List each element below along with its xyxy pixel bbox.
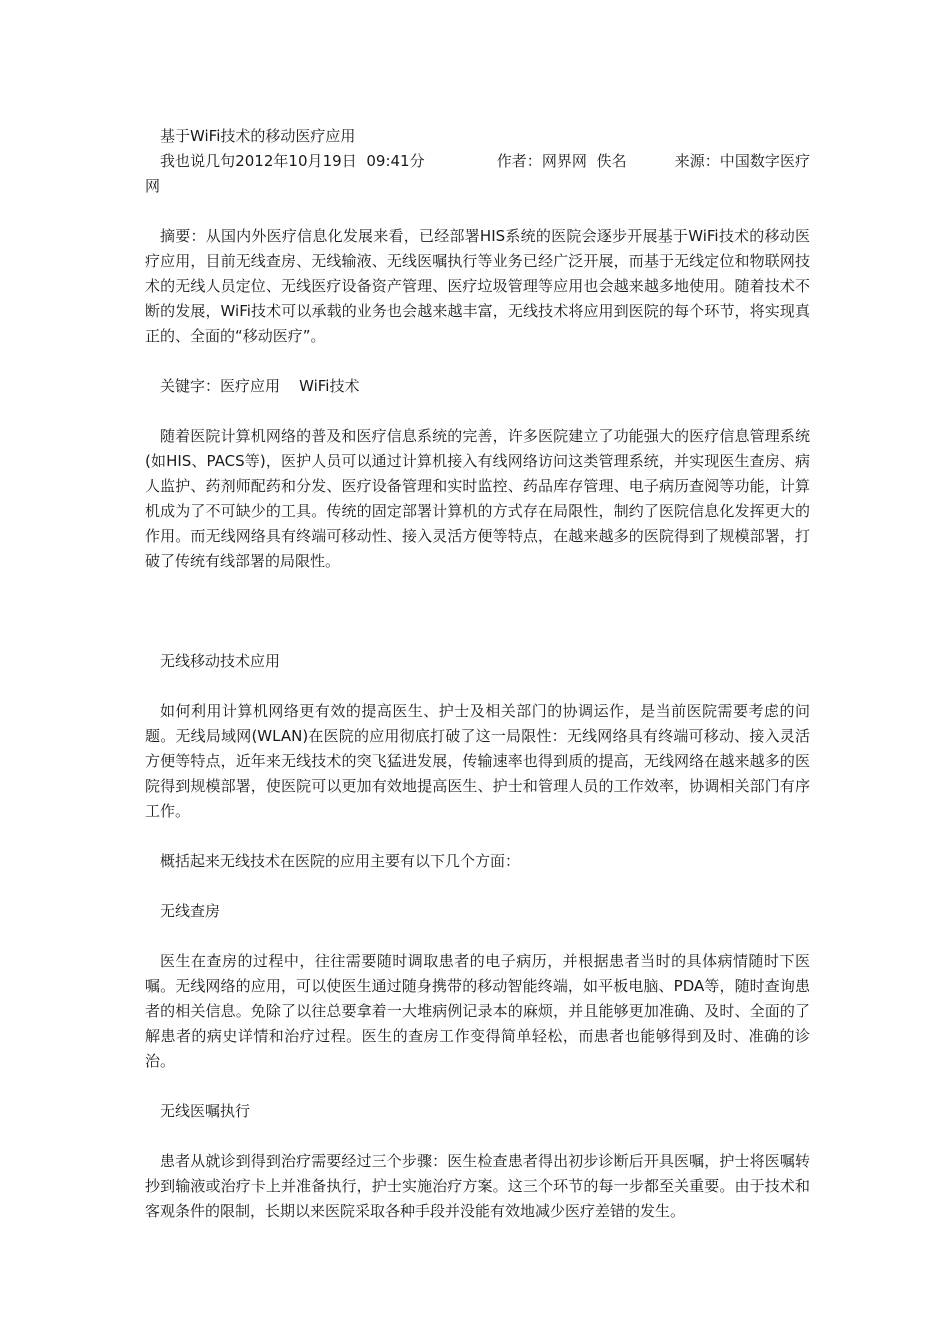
meta-source: 来源：中国数字医疗网 [145,152,810,195]
intro-paragraph: 随着医院计算机网络的普及和医疗信息系统的完善，许多医院建立了功能强大的医疗信息管理系统(如HIS、PACS等)，医护人员可以通过计算机接入有线网络访问这类管理系统，并实现医生查房、病人监护、药剂师配药和分发、医疗设备管理和实时监控、药品库存管理、电子病历查阅等功能，计算机成为了不可缺少的工具。传统的固定部署计算机的方式存在局限性，制约了医院信息化发挥更大的作用。而无线网络具有终端可移动性、接入灵活方便等特点，在越来越多的医院得到了规模部署，打破了传统有线部署的局限性。 [145,427,810,570]
article-title: 基于WiFi技术的移动医疗应用 [160,127,356,145]
subsection-heading-rounds: 无线查房 [160,902,221,920]
abstract-paragraph: 摘要：从国内外医疗信息化发展来看，已经部署HIS系统的医院会逐步开展基于WiFi技术的移动医疗应用，目前无线查房、无线输液、无线医嘱执行等业务已经广泛开展，而基于无线定位和物联网技术的无线人员定位、无线医疗设备资产管理、医疗垃圾管理等应用也会越来越多地使用。随着技术不断的发展，WiFi技术可以承载的业务也会越来越丰富，无线技术将应用到医院的每个环节，将实现真正的、全面的“移动医疗”。 [145,227,810,345]
meta-prefix: 我也说几句 [160,152,236,170]
meta-author: 作者：网界网 佚名 [496,152,627,170]
subsection-paragraph-orders: 患者从就诊到得到治疗需要经过三个步骤：医生检查患者得出初步诊断后开具医嘱，护士将医嘱转抄到输液或治疗卡上并准备执行，护士实施治疗方案。这三个环节的每一步都至关重要。由于技术和客观条件的限制，长期以来医院采取各种手段并没能有效地减少医疗差错的发生。 [145,1152,810,1220]
section-paragraph-1: 如何利用计算机网络更有效的提高医生、护士及相关部门的协调运作，是当前医院需要考虑的问题。无线局域网(WLAN)在医院的应用彻底打破了这一局限性：无线网络具有终端可移动、接入灵活方便等特点，近年来无线技术的突飞猛进发展，传输速率也得到质的提高，无线网络在越来越多的医院得到规模部署，使医院可以更加有效地提高医生、护士和管理人员的工作效率，协调相关部门有序工作。 [145,702,810,820]
document-page [145,124,810,1224]
subsection-paragraph-rounds: 医生在查房的过程中，往往需要随时调取患者的电子病历，并根据患者当时的具体病情随时下医嘱。无线网络的应用，可以使医生通过随身携带的移动智能终端，如平板电脑、PDA等，随时查询患者的相关信息。免除了以往总要拿着一大堆病例记录本的麻烦，并且能够更加准确、及时、全面的了解患者的病史详情和治疗过程。医生的查房工作变得简单轻松，而患者也能够得到及时、准确的诊治。 [145,952,810,1070]
meta-datetime: 2012年10月19日 09:41分 [235,152,425,170]
section-heading: 无线移动技术应用 [160,652,281,670]
article-meta [145,149,810,199]
section-paragraph-2: 概括起来无线技术在医院的应用主要有以下几个方面： [160,852,521,870]
subsection-heading-orders: 无线医嘱执行 [160,1102,251,1120]
keywords-line: 关键字：医疗应用 WiFi技术 [160,377,360,395]
